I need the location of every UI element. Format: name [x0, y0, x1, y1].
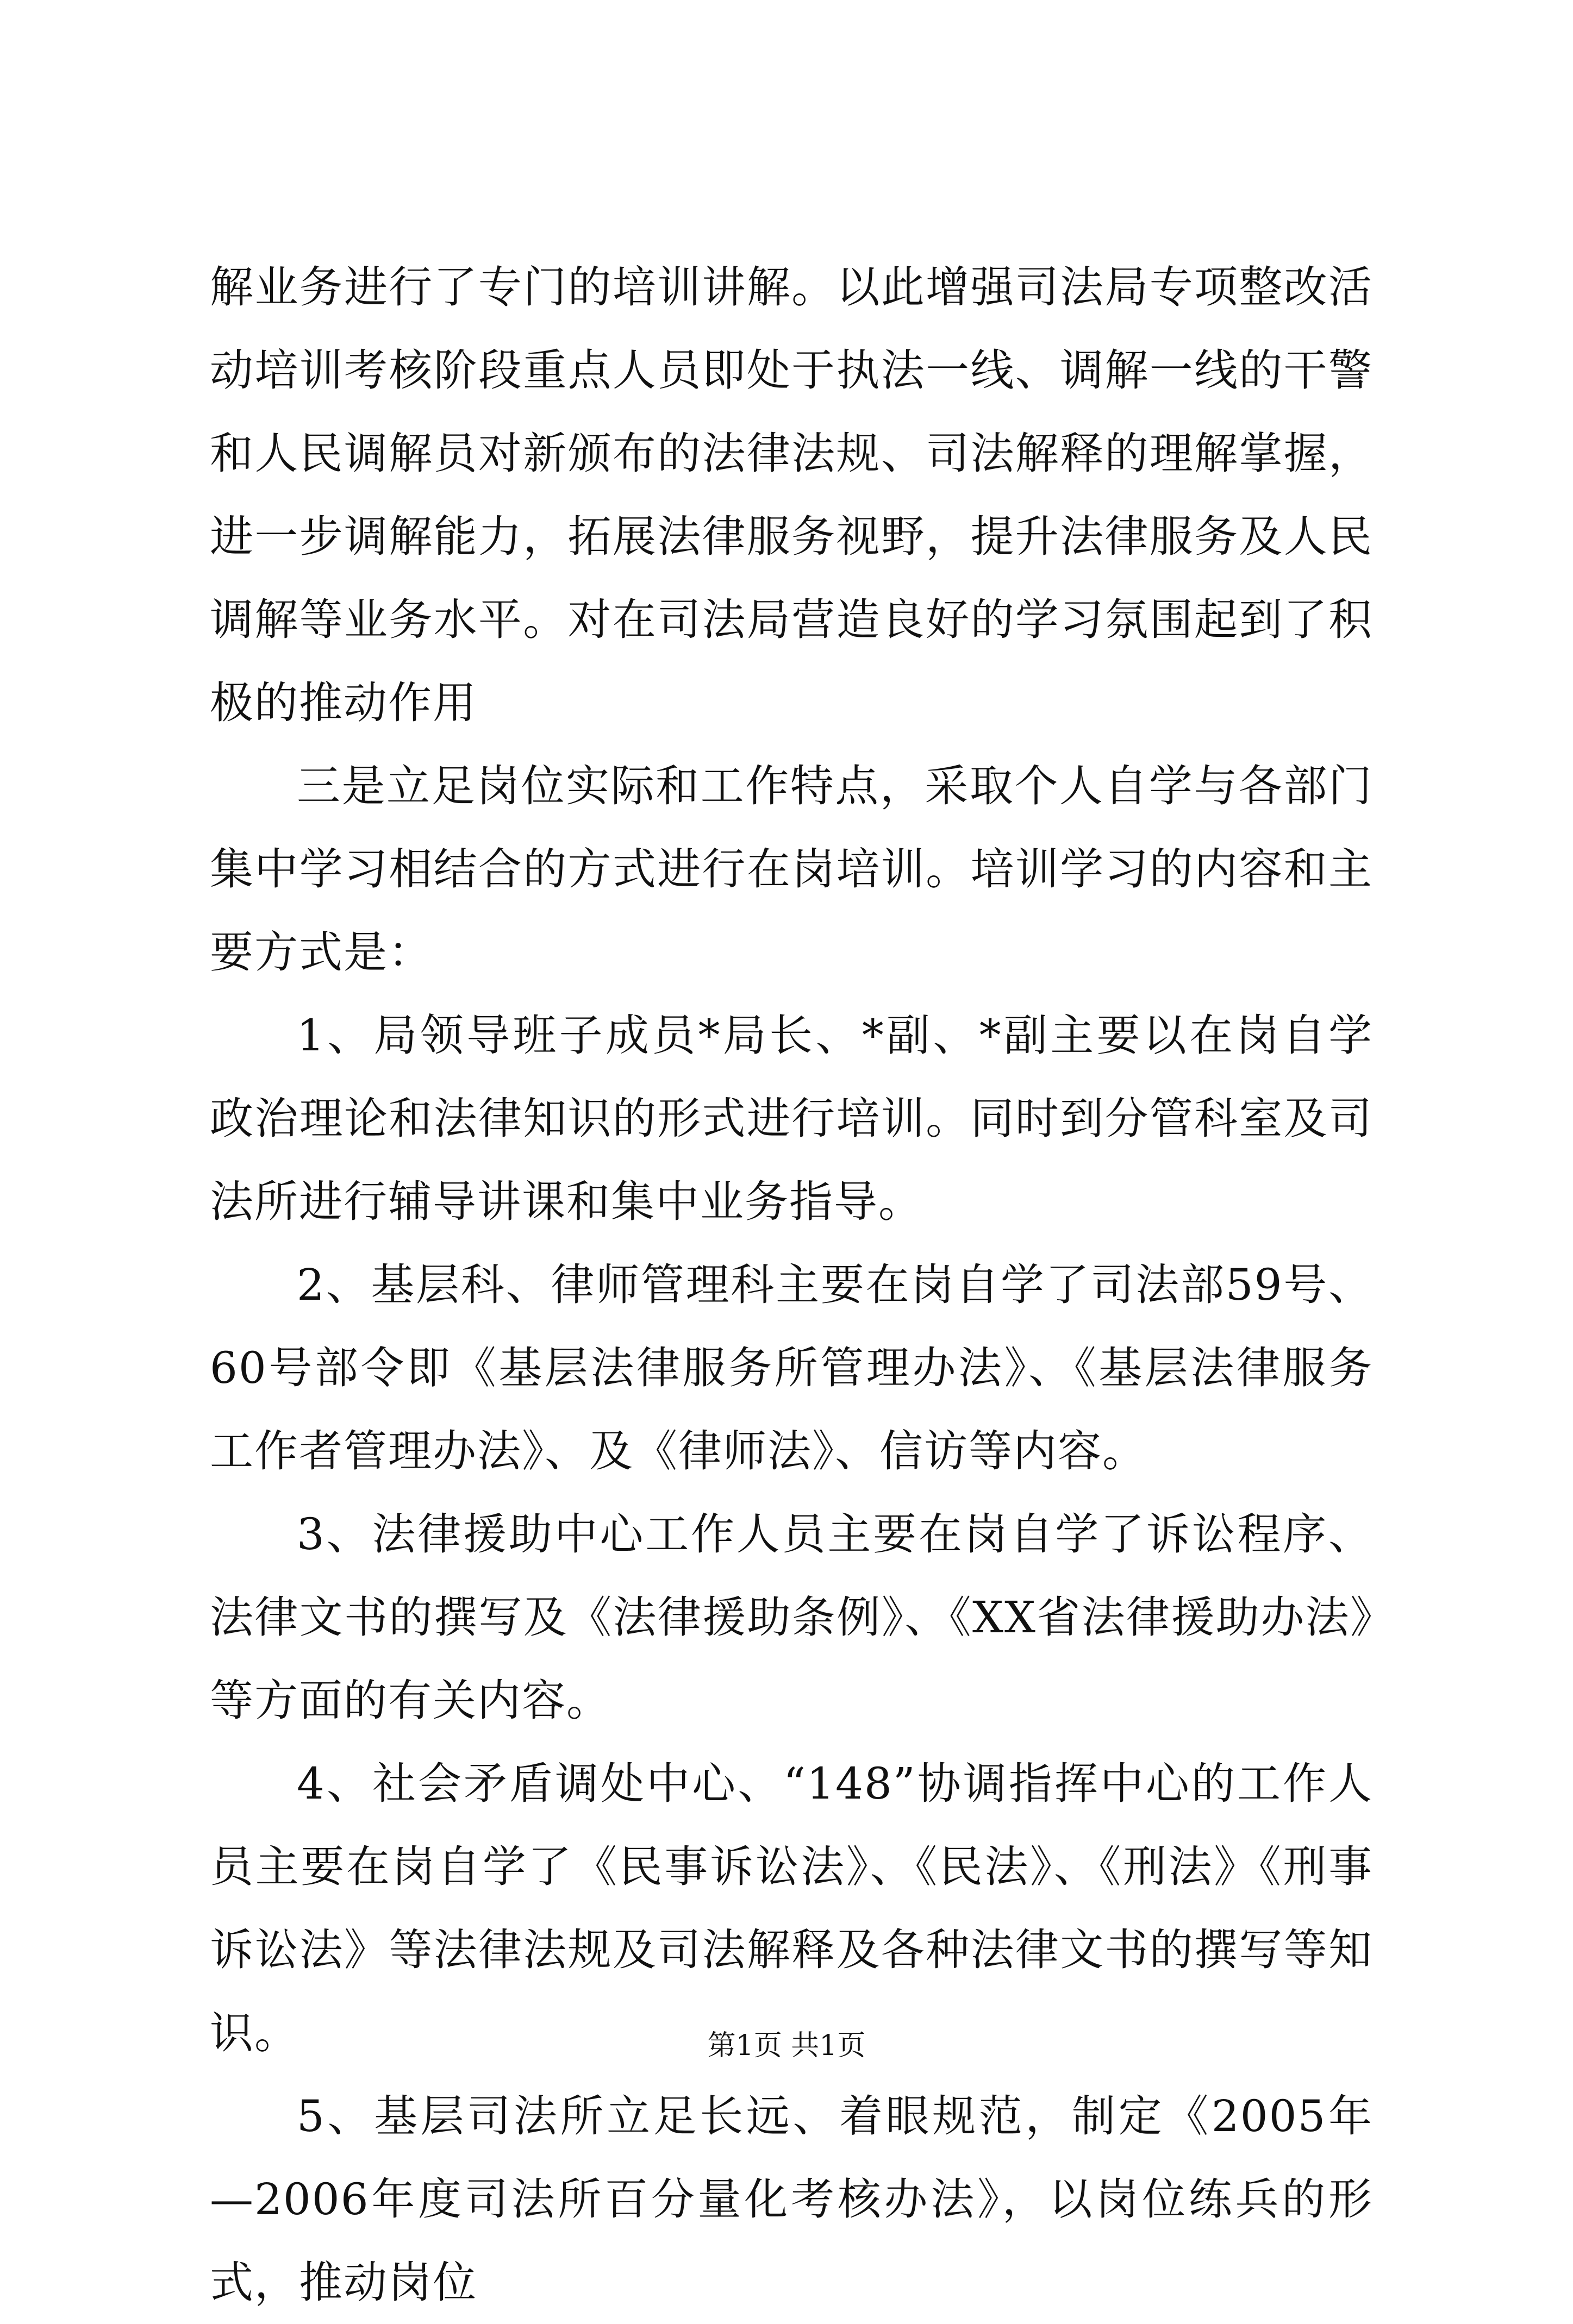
document-body [210, 246, 1373, 2324]
paragraph-training-intro: 解业务进行了专门的培训讲解。以此增强司法局专项整改活动培训考核阶段重点人员即处于执法一线、调解一线的干警和人民调解员对新颁布的法律法规、司法解释的理解掌握，进一步调解能力，拓展法律服务视野，提升法律服务及人民调解等业务水平。对在司法局营造良好的学习氛围起到了积极的推动作用 [210, 262, 1373, 728]
paragraph-item-1: 1、局领导班子成员*局长、*副、*副主要以在岗自学政治理论和法律知识的形式进行培训。同时到分管科室及司法所进行辅导讲课和集中业务指导。 [210, 1010, 1373, 1227]
paragraph-training-methods: 三是立足岗位实际和工作特点，采取个人自学与各部门集中学习相结合的方式进行在岗培训。培训学习的内容和主要方式是： [210, 761, 1373, 978]
paragraph-item-3: 3、法律援助中心工作人员主要在岗自学了诉讼程序、法律文书的撰写及《法律援助条例》、《XX省法律援助办法》等方面的有关内容。 [210, 1509, 1373, 1726]
paragraph-item-5: 5、基层司法所立足长远、着眼规范，制定《2005年—2006年度司法所百分量化考核办法》，以岗位练兵的形式，推动岗位 [210, 2091, 1373, 2308]
paragraph-item-2: 2、基层科、律师管理科主要在岗自学了司法部59号、60号部令即《基层法律服务所管理办法》、《基层法律服务工作者管理办法》、及《律师法》、信访等内容。 [210, 1260, 1373, 1476]
paragraph-item-4: 4、社会矛盾调处中心、“148”协调指挥中心的工作人员主要在岗自学了《民事诉讼法》、《民法》、《刑法》《刑事诉讼法》等法律法规及司法解释及各种法律文书的撰写等知识。 [210, 1758, 1373, 2058]
page-footer: 第1页 共1页 [707, 2029, 866, 2062]
